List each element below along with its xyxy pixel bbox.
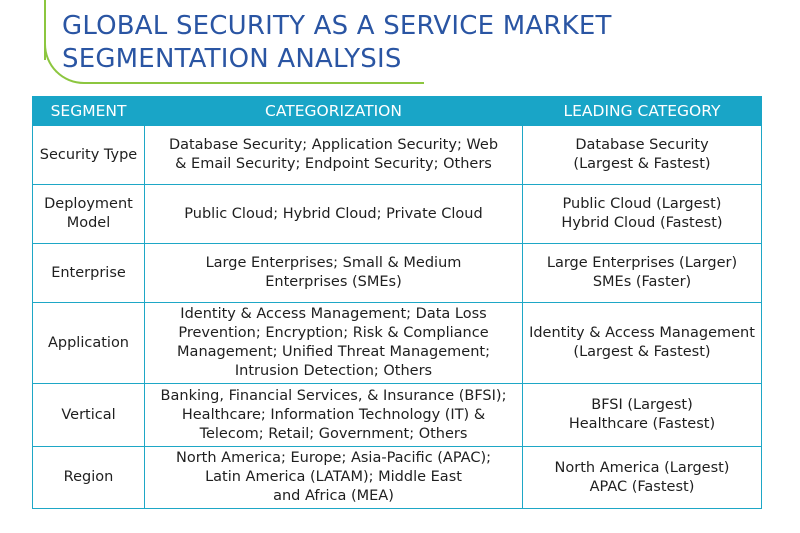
categorization-cell: [145, 185, 523, 244]
leading-text: Identity & Access Management: [529, 325, 755, 341]
categorization-text: Enterprises (SMEs): [265, 274, 402, 290]
leading-text: APAC (Fastest): [589, 478, 695, 495]
categorization-cell: [145, 447, 523, 509]
categorization-text: North America; Europe; Asia-Pacific (APAC);: [176, 450, 491, 466]
segment-cell: [33, 185, 145, 244]
table-row: [33, 447, 762, 509]
segment-cell: [33, 384, 145, 447]
leading-category-cell: [523, 185, 762, 244]
categorization-cell: [145, 303, 523, 384]
categorization-text: Intrusion Detection; Others: [234, 363, 433, 379]
table-row: [33, 185, 762, 244]
table-row: [33, 303, 762, 384]
segment-cell: [33, 447, 145, 509]
categorization-cell: [145, 126, 523, 185]
categorization-text: Banking, Financial Services, & Insurance (BFSI);: [160, 387, 507, 404]
segment-cell: [33, 303, 145, 384]
leading-text: Healthcare (Fastest): [568, 416, 716, 432]
page-title: [62, 10, 612, 76]
leading-text: Hybrid Cloud (Fastest): [561, 215, 723, 231]
segment-text: Vertical: [61, 406, 116, 423]
categorization-text: Latin America (LATAM); Middle East: [205, 469, 462, 485]
title-line-1: GLOBAL SECURITY AS A SERVICE MARKET: [62, 11, 612, 41]
title-line-2: SEGMENTATION ANALYSIS: [62, 44, 402, 74]
segment-text: Security Type: [39, 146, 138, 163]
leading-text: North America (Largest): [554, 459, 730, 476]
segment-cell: [33, 244, 145, 303]
leading-text: SMEs (Faster): [592, 274, 692, 290]
categorization-text: Identity & Access Management; Data Loss: [180, 306, 487, 322]
leading-text: Large Enterprises (Larger): [546, 255, 738, 271]
categorization-text: & Email Security; Endpoint Security; Others: [175, 156, 492, 172]
categorization-text: Prevention; Encryption; Risk & Compliance: [178, 325, 489, 341]
table-row: [33, 384, 762, 447]
leading-text: Public Cloud (Largest): [562, 196, 722, 212]
categorization-text: Management; Unified Threat Management;: [177, 344, 490, 360]
table-header-row: [33, 97, 762, 126]
leading-text: (Largest & Fastest): [573, 344, 711, 360]
leading-category-cell: [523, 303, 762, 384]
segment-text: Deployment: [44, 196, 133, 212]
accent-line-horizontal: [100, 82, 424, 84]
categorization-cell: [145, 244, 523, 303]
leading-text: (Largest & Fastest): [573, 156, 711, 172]
categorization-text: Healthcare; Information Technology (IT) &: [181, 406, 486, 423]
leading-category-cell: [523, 384, 762, 447]
header-categorization: CATEGORIZATION: [145, 97, 523, 126]
leading-category-cell: [523, 244, 762, 303]
segment-cell: [33, 126, 145, 185]
leading-text: BFSI (Largest): [591, 397, 693, 413]
leading-category-cell: [523, 447, 762, 509]
segment-text: Enterprise: [51, 264, 126, 281]
categorization-text: Large Enterprises; Small & Medium: [205, 255, 462, 271]
leading-text: Database Security: [575, 137, 709, 153]
table-row: [33, 244, 762, 303]
leading-category-cell: [523, 126, 762, 185]
categorization-text: Database Security; Application Security; Web: [168, 137, 499, 153]
segment-text: Region: [63, 469, 114, 485]
table-row: [33, 126, 762, 185]
header-segment: SEGMENT: [33, 97, 145, 126]
categorization-text: Telecom; Retail; Government; Others: [199, 425, 468, 442]
segment-text: Model: [66, 215, 111, 231]
segment-text: Application: [47, 334, 130, 351]
segmentation-table: [32, 96, 762, 509]
categorization-text: Public Cloud; Hybrid Cloud; Private Cloud: [184, 205, 483, 222]
categorization-text: and Africa (MEA): [273, 488, 394, 504]
categorization-cell: [145, 384, 523, 447]
header-leading-category: LEADING CATEGORY: [523, 97, 762, 126]
